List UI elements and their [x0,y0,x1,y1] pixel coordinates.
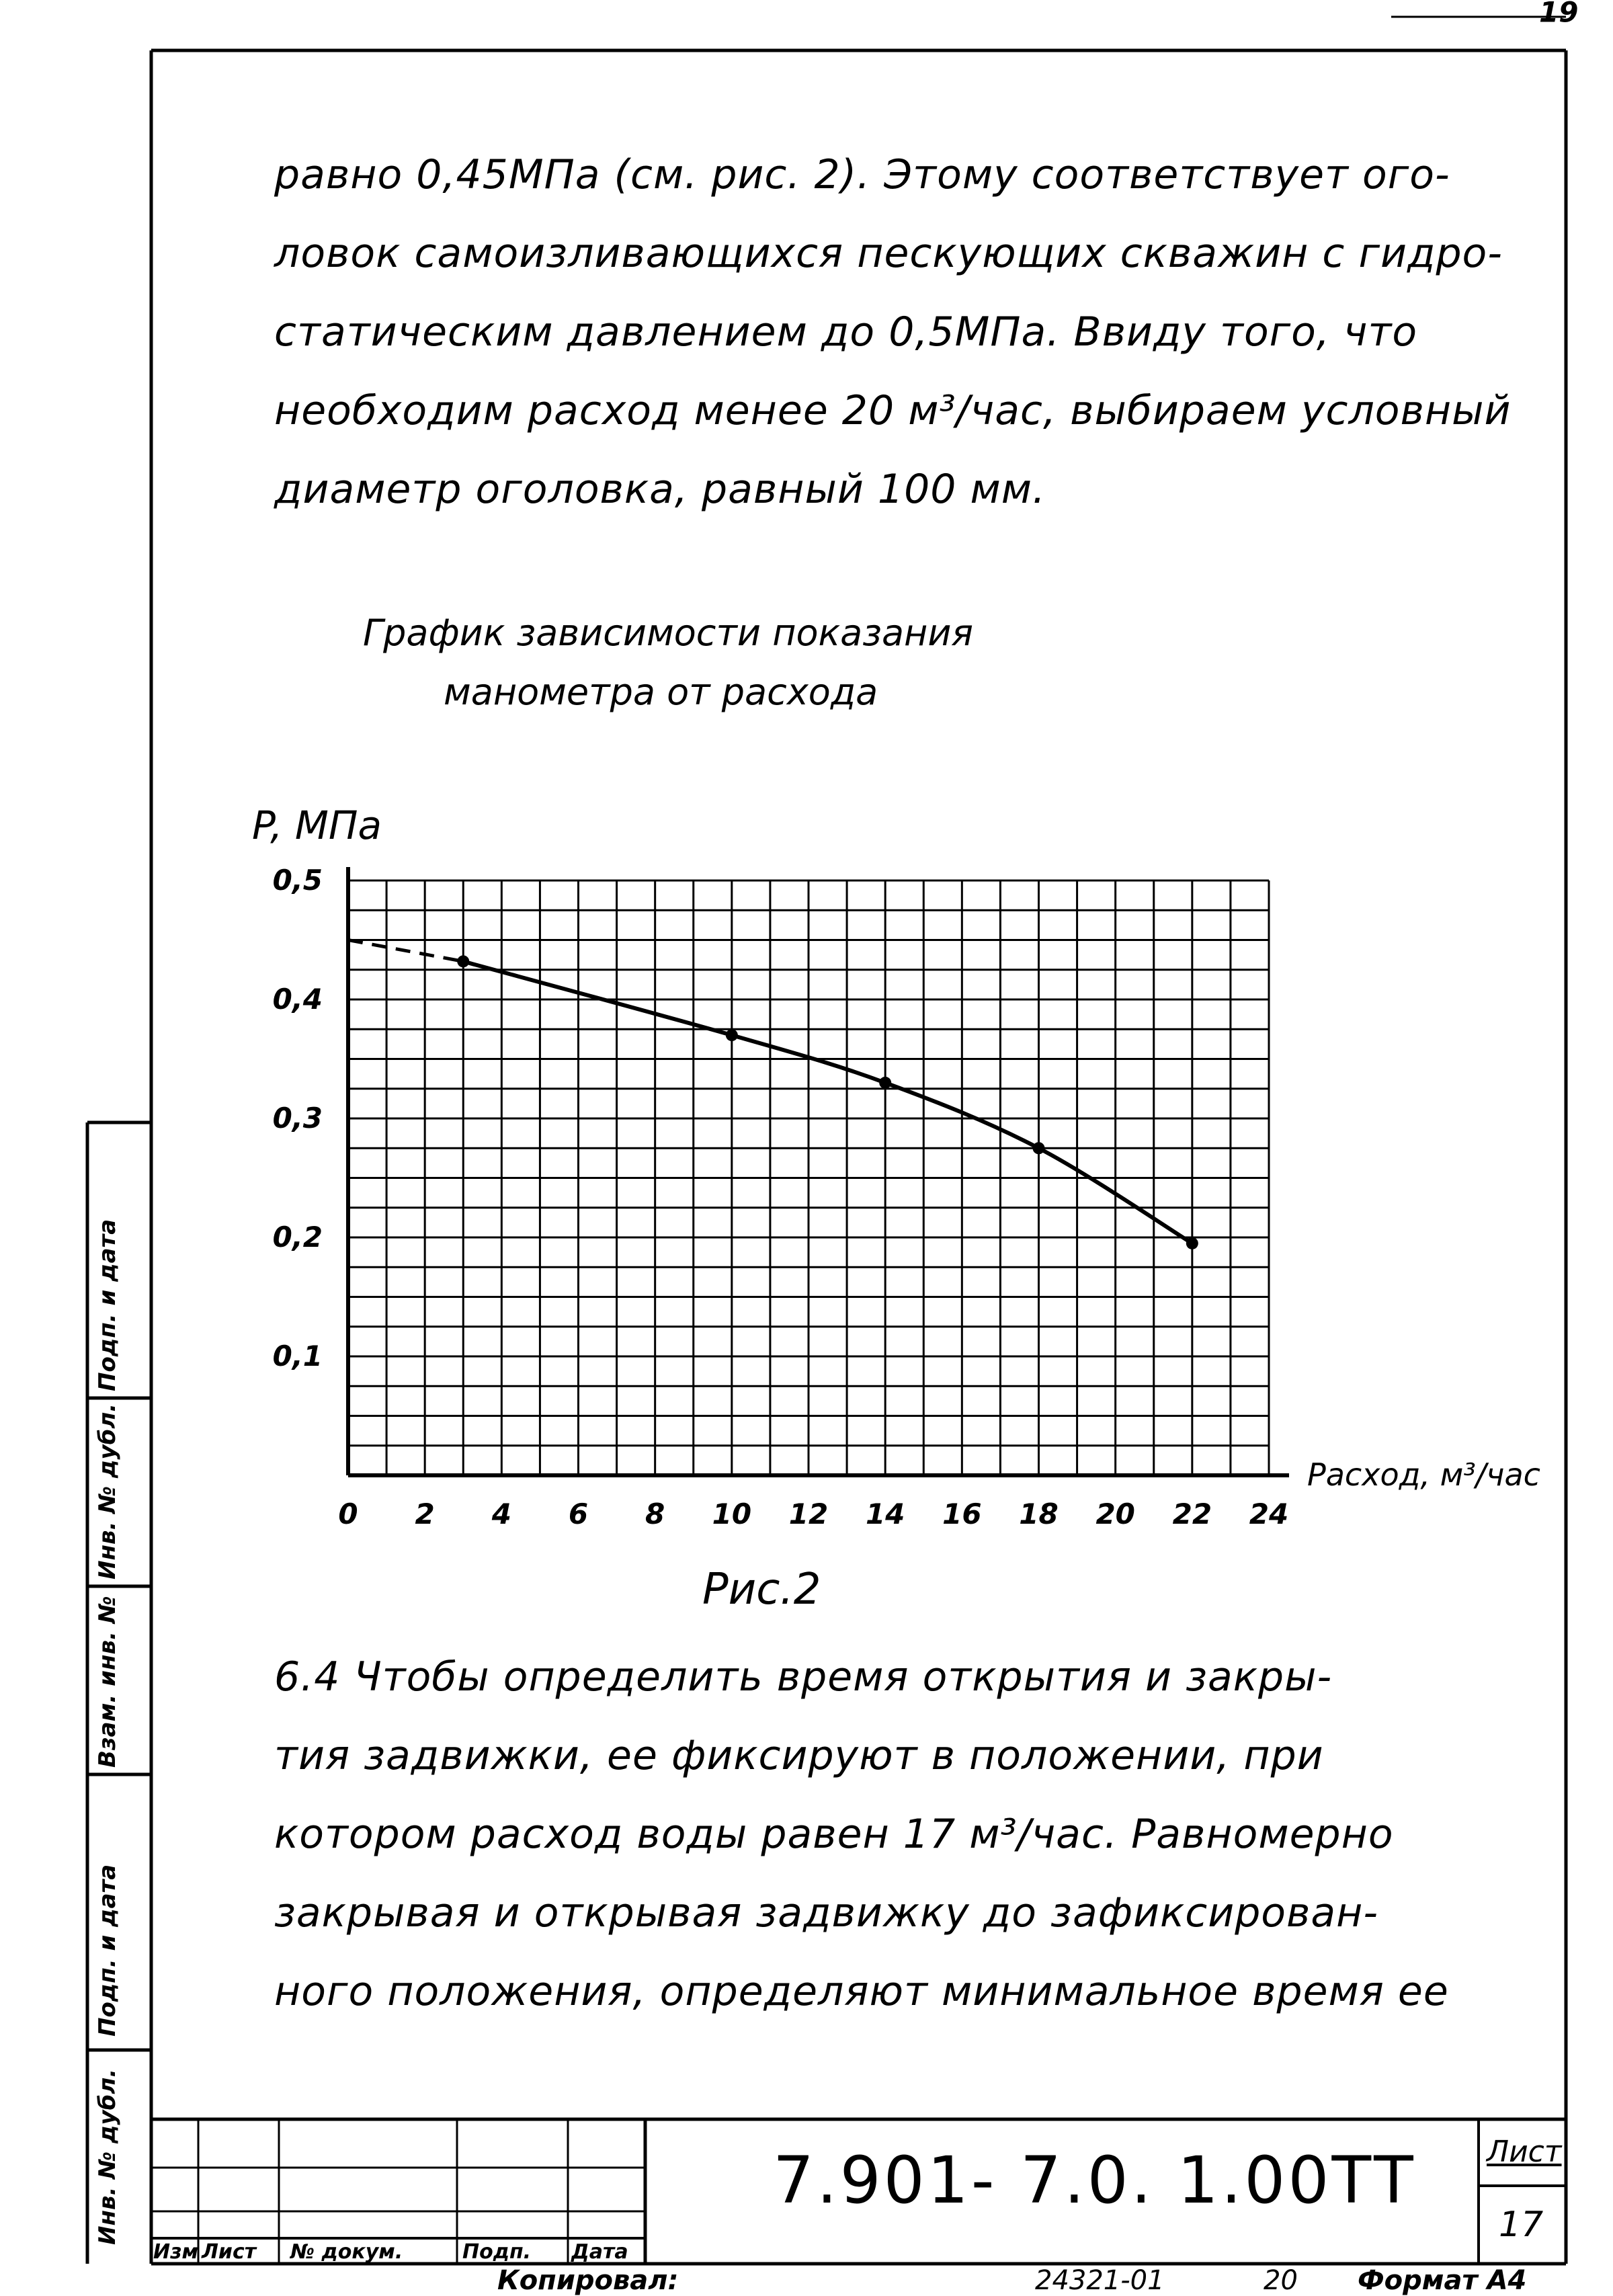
x-tick-label: 14 [865,1498,905,1530]
x-tick-label: 4 [491,1498,511,1530]
chart-title-line-1: График зависимости показания [363,612,973,654]
x-tick-label: 8 [645,1498,665,1530]
paragraph-line: ловок самоизливающихся пескующих скважин с гидро- [274,230,1503,277]
data-point [1033,1142,1045,1154]
y-tick-label: 0,3 [272,1102,323,1135]
side-stamp-label: Взам. инв. № [94,1596,121,1768]
sheet-label: Лист [1487,2135,1562,2169]
paragraph-line: статическим давлением до 0,5МПа. Ввиду того, что [274,309,1418,356]
paragraph-line: котором расход воды равен 17 м³/час. Равномерно [274,1811,1394,1858]
x-tick-label: 10 [712,1498,752,1530]
title-block-date: Дата [571,2240,628,2264]
x-tick-label: 2 [415,1498,435,1530]
paragraph-line: диаметр оголовка, равный 100 мм. [274,466,1046,513]
y-tick-label: 0,2 [272,1221,323,1254]
paragraph-line: равно 0,45МПа (см. рис. 2). Этому соответствует ого- [274,151,1450,198]
x-tick-label: 0 [338,1498,358,1530]
title-block-sign: Подп. [462,2240,532,2264]
x-tick-label: 18 [1019,1498,1059,1530]
sheet-number: 17 [1499,2205,1544,2245]
chart-title-line-2: манометра от расхода [444,671,878,713]
x-tick-label: 20 [1095,1498,1135,1530]
y-tick-label: 0,5 [272,864,323,897]
paragraph-line: 6.4 Чтобы определить время открытия и закры- [274,1653,1333,1700]
x-tick-label: 12 [788,1498,829,1530]
footer-sheet-total: 20 [1264,2265,1298,2296]
paragraph-line: ного положения, определяют минимальное время ее [274,1968,1449,2015]
document-code: 7.901- 7.0. 1.00ТТ [773,2143,1416,2218]
y-axis-label: P, МПа [252,803,382,848]
data-point [879,1077,891,1089]
series-line-extrapolated [348,940,463,962]
title-block-izm: Изм [153,2240,199,2264]
side-stamp-label: Инв. № дубл. [94,1403,121,1580]
footer-format: Формат А4 [1358,2265,1527,2296]
y-tick-label: 0,4 [272,983,323,1016]
paragraph-line: тия задвижки, ее фиксируют в положении, при [274,1732,1324,1779]
title-block-list: Лист [202,2240,257,2264]
side-stamp-label: Инв. № дубл. [94,2068,121,2245]
side-stamp-label: Подп. и дата [94,1219,121,1391]
x-axis-label: Расход, м³/час [1307,1457,1540,1493]
y-tick-label: 0,1 [272,1340,323,1372]
page-number: 19 [1539,0,1579,29]
footer-copied: Копировал: [497,2265,679,2296]
paragraph-line: необходим расход менее 20 м³/час, выбираем условный [274,387,1512,434]
series-line-measured [463,961,1192,1243]
x-tick-label: 6 [568,1498,589,1530]
x-tick-label: 22 [1172,1498,1212,1530]
paragraph-line: закрывая и открывая задвижку до зафиксирован- [274,1889,1379,1936]
data-point [1186,1237,1198,1249]
x-tick-label: 16 [942,1498,982,1530]
x-tick-label: 24 [1249,1498,1289,1530]
data-point [457,955,469,967]
side-stamp-label: Подп. и дата [94,1864,121,2037]
title-block-doc: № докум. [290,2240,403,2264]
data-point [726,1029,738,1041]
footer-order: 24321-01 [1035,2265,1165,2296]
figure-caption: Рис.2 [702,1565,821,1614]
